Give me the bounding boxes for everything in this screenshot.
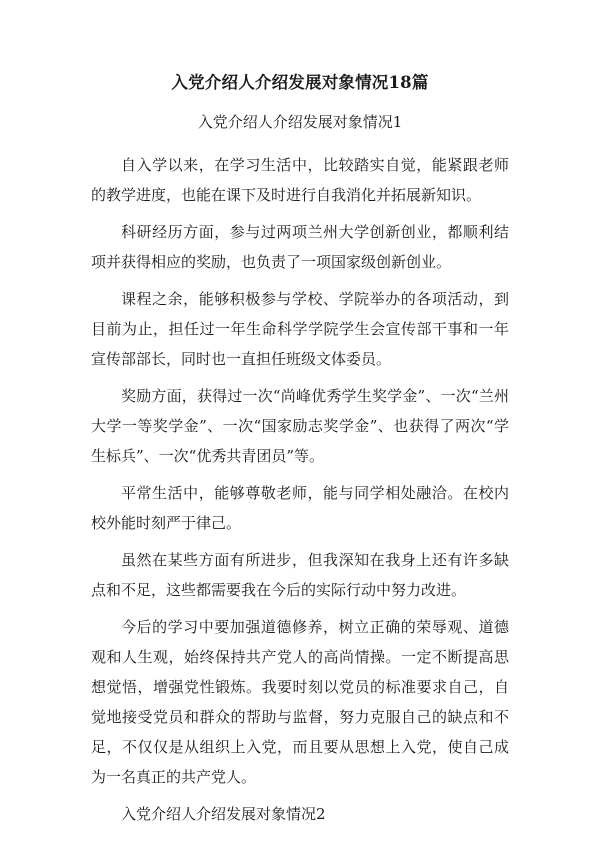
paragraph-study: 自入学以来，在学习生活中，比较踏实自觉，能紧跟老师的教学进度，也能在课下及时进行自我消化并拓展新知识。 — [91, 156, 509, 204]
paragraph-daily-life: 平常生活中，能够尊敬老师，能与同学相处融洽。在校内校外能时刻严于律己。 — [91, 484, 509, 532]
document-body — [91, 150, 509, 792]
paragraph-activities: 课程之余，能够积极参与学校、学院举办的各项活动，到目前为止，担任过一年生命科学学院学生会宣传部干事和一年宣传部部长，同时也一直担任班级文体委员。 — [91, 290, 509, 368]
document-title: 入党介绍人介绍发展对象情况18篇 — [171, 73, 429, 92]
paragraph-future-goals: 今后的学习中要加强道德修养，树立正确的荣辱观、道德观和人生观，始终保持共产党人的高尚情操。一定不断提高思想觉悟，增强党性锻炼。我要时刻以党员的标准要求自己，自觉地接受党员和群众的帮助与监督，努力克服自己的缺点和不足，不仅仅是从组织上入党，而且要从思想上入党，使自己成为一名真正的共产党人。 — [91, 618, 509, 786]
section-subtitle: 入党介绍人介绍发展对象情况1 — [197, 113, 403, 131]
paragraph-research: 科研经历方面，参与过两项兰州大学创新创业，都顺利结项并获得相应的奖励，也负责了一项国家级创新创业。 — [91, 223, 509, 271]
paragraph-awards: 奖励方面，获得过一次“尚峰优秀学生奖学金”、一次“兰州大学一等奖学金”、一次“国家励志奖学金”、也获得了两次“学生标兵”、一次“优秀共青团员”等。 — [91, 387, 509, 465]
paragraph-shortcomings: 虽然在某些方面有所进步，但我深知在我身上还有许多缺点和不足，这些都需要我在今后的实际行动中努力改进。 — [91, 551, 509, 599]
next-section-heading: 入党介绍人介绍发展对象情况2 — [121, 805, 326, 823]
